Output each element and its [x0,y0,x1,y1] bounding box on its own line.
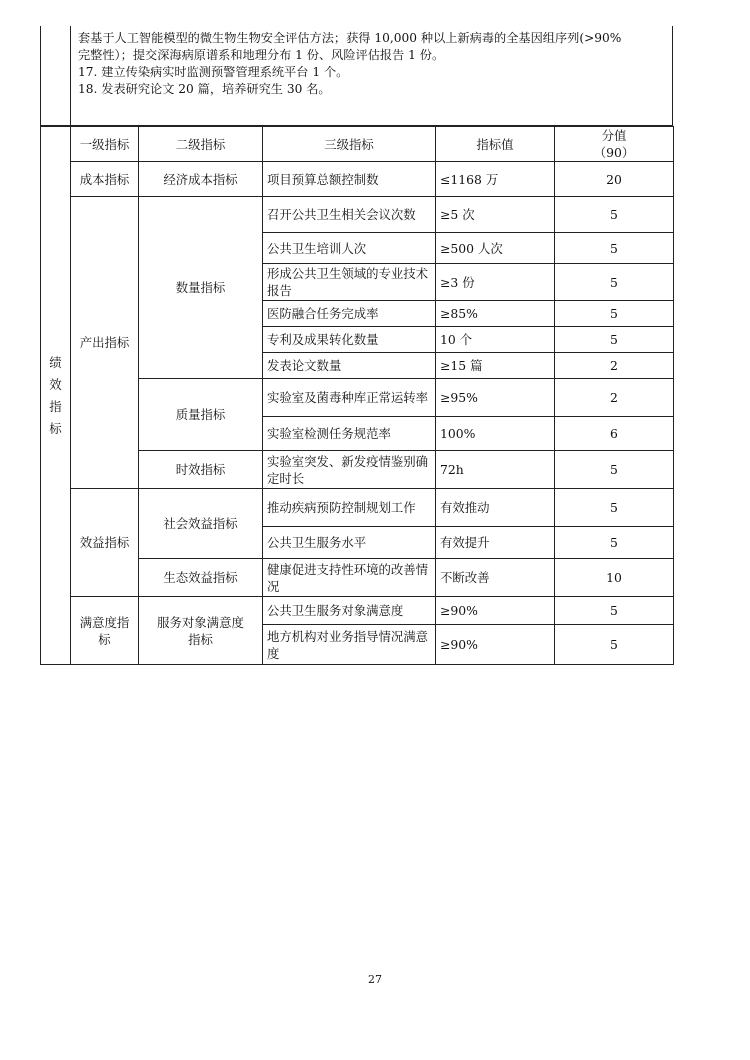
value-cell: ≥500 人次 [436,233,555,264]
table-header-row [41,127,674,162]
level2-cell: 生态效益指标 [139,559,263,597]
score-cell: 10 [555,559,674,597]
table-row [41,197,674,233]
performance-indicator-table [40,126,674,665]
value-cell: ≥90% [436,597,555,625]
header-level2: 二级指标 [139,127,263,162]
level1-cell: 产出指标 [71,197,139,489]
goal-line: 套基于人工智能模型的微生物生物安全评估方法；获得 10,000 种以上新病毒的全基因组序列(>90% [78,31,622,45]
score-cell: 5 [555,197,674,233]
outer-category-cell [41,127,71,665]
value-cell: 不断改善 [436,559,555,597]
level3-cell: 公共卫生服务对象满意度 [263,597,436,625]
empty-label-cell [41,26,71,125]
score-cell: 5 [555,527,674,559]
value-cell: ≥3 份 [436,264,555,301]
level3-cell: 项目预算总额控制数 [263,162,436,197]
value-cell: ≥85% [436,301,555,327]
level1-cell: 满意度指标 [71,597,139,665]
page-number: 27 [368,973,382,986]
value-cell: ≥90% [436,625,555,665]
value-cell: 有效提升 [436,527,555,559]
level3-cell: 公共卫生培训人次 [263,233,436,264]
level2-cell: 社会效益指标 [139,489,263,559]
value-cell: 10 个 [436,327,555,353]
score-cell: 20 [555,162,674,197]
level3-cell: 推动疾病预防控制规划工作 [263,489,436,527]
score-cell: 2 [555,379,674,417]
value-cell: ≤1168 万 [436,162,555,197]
outer-category-label [49,354,62,436]
score-cell: 2 [555,353,674,379]
outer-category-text: 绩效指标 [49,354,62,436]
level3-cell: 召开公共卫生相关会议次数 [263,197,436,233]
value-cell: 72h [436,451,555,489]
value-cell: 有效推动 [436,489,555,527]
header-score: 分值 （90） [555,127,674,162]
level3-cell: 专利及成果转化数量 [263,327,436,353]
value-cell: ≥15 篇 [436,353,555,379]
goal-line: 17. 建立传染病实时监测预警管理系统平台 1 个。 [78,65,349,79]
level3-cell: 医防融合任务完成率 [263,301,436,327]
level3-cell: 实验室检测任务规范率 [263,417,436,451]
header-level3: 三级指标 [263,127,436,162]
level1-cell: 效益指标 [71,489,139,597]
score-cell: 6 [555,417,674,451]
level3-cell: 地方机构对业务指导情况满意度 [263,625,436,665]
level3-cell: 健康促进支持性环境的改善情况 [263,559,436,597]
goal-line: 18. 发表研究论文 20 篇，培养研究生 30 名。 [78,82,331,96]
level3-cell: 实验室突发、新发疫情鉴别确定时长 [263,451,436,489]
value-cell: 100% [436,417,555,451]
value-cell: ≥95% [436,379,555,417]
goal-line: 完整性）；提交深海病原谱系和地理分布 1 份、风险评估报告 1 份。 [78,48,445,62]
level3-cell: 公共卫生服务水平 [263,527,436,559]
level2-cell: 服务对象满意度指标 [139,597,263,665]
table-row [41,489,674,527]
level2-cell: 质量指标 [139,379,263,451]
header-value: 指标值 [436,127,555,162]
level1-cell: 成本指标 [71,162,139,197]
score-cell: 5 [555,625,674,665]
score-cell: 5 [555,327,674,353]
score-cell: 5 [555,489,674,527]
score-cell: 5 [555,233,674,264]
project-goals-cell [40,26,673,126]
level2-cell: 时效指标 [139,451,263,489]
level3-cell: 发表论文数量 [263,353,436,379]
value-cell: ≥5 次 [436,197,555,233]
score-cell: 5 [555,451,674,489]
score-cell: 5 [555,597,674,625]
score-cell: 5 [555,264,674,301]
level2-cell: 数量指标 [139,197,263,379]
level3-cell: 形成公共卫生领域的专业技术报告 [263,264,436,301]
table-row [41,597,674,625]
header-level1: 一级指标 [71,127,139,162]
level3-cell: 实验室及菌毒种库正常运转率 [263,379,436,417]
score-cell: 5 [555,301,674,327]
project-goals-text [78,30,668,98]
level2-cell: 经济成本指标 [139,162,263,197]
table-row [41,162,674,197]
